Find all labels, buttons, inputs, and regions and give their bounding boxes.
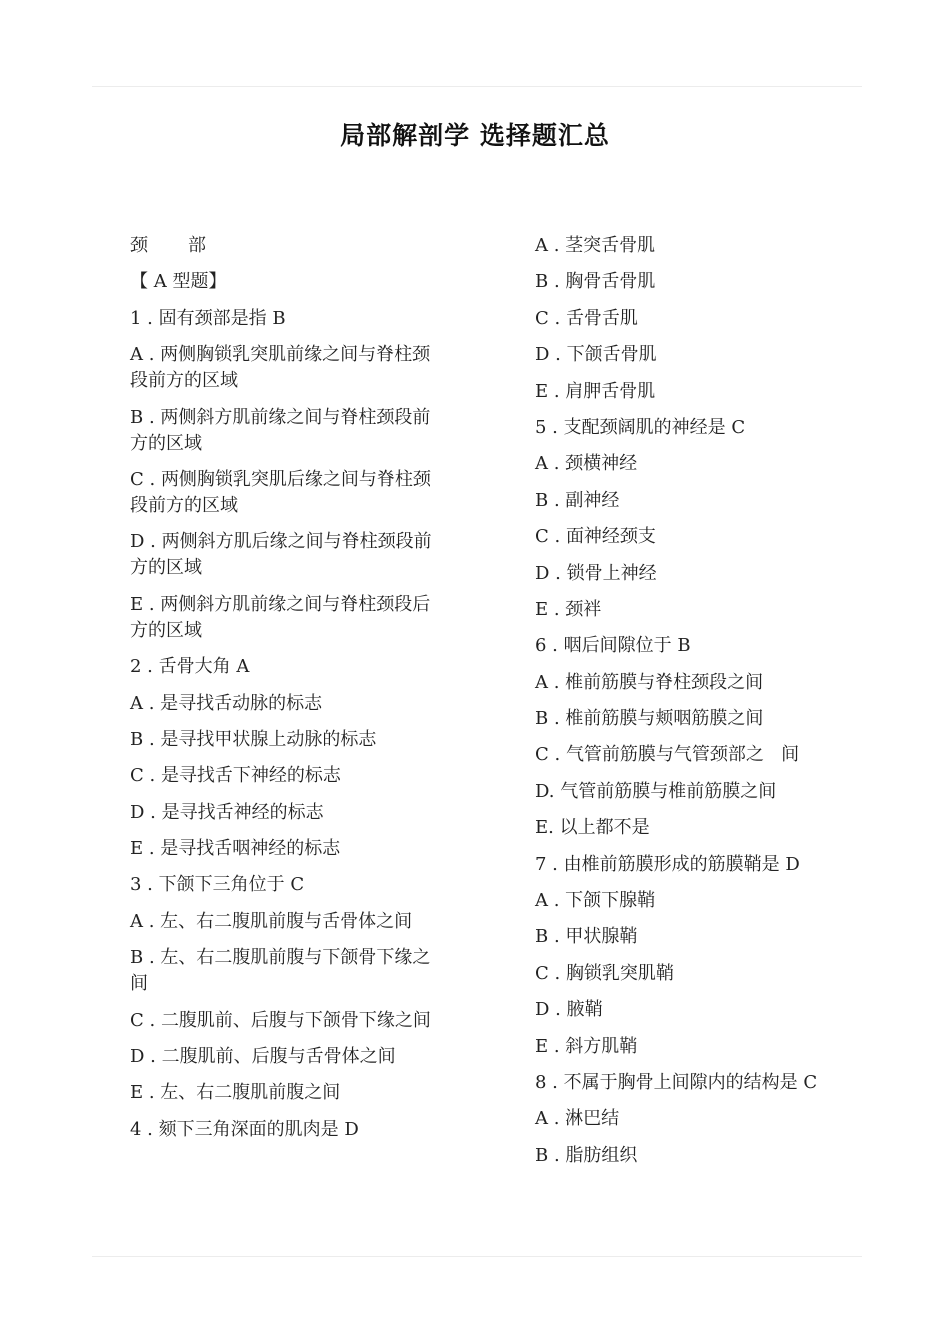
question-2-option-a: A . 是寻找舌动脉的标志 xyxy=(130,692,323,714)
section-heading xyxy=(130,233,448,259)
question-4-option-e: E . 肩胛舌骨肌 xyxy=(535,380,656,402)
question-4-option-d: D . 下颌舌骨肌 xyxy=(535,344,657,366)
question-8-option-a: A . 淋巴结 xyxy=(535,1108,620,1130)
question-3-option-b: B . 左、右二腹肌前腹与下颌骨下缘之间 xyxy=(130,947,431,995)
question-4-option-c: C . 舌骨舌肌 xyxy=(535,307,638,329)
question-4: 4 . 颏下三角深面的肌肉是 D xyxy=(130,1118,359,1140)
question-6-option-c: C . 气管前筋膜与气管颈部之 间 xyxy=(535,744,800,766)
question-7: 7 . 由椎前筋膜形成的筋膜鞘是 D xyxy=(535,853,800,875)
question-1-option-c: C . 两侧胸锁乳突肌后缘之间与脊柱颈段前方的区域 xyxy=(130,468,431,516)
question-3-option-c: C . 二腹肌前、后腹与下颌骨下缘之间 xyxy=(130,1009,431,1031)
question-3: 3 . 下颌下三角位于 C xyxy=(130,874,305,896)
question-2-option-e: E . 是寻找舌咽神经的标志 xyxy=(130,838,341,860)
question-type-heading: 【 A 型题】 xyxy=(130,271,227,293)
question-1: 1 . 固有颈部是指 B xyxy=(130,307,286,329)
question-1-option-e: E . 两侧斜方肌前缘之间与脊柱颈段后方的区域 xyxy=(130,593,431,641)
question-3-option-d: D . 二腹肌前、后腹与舌骨体之间 xyxy=(130,1046,396,1068)
question-5-option-e: E . 颈袢 xyxy=(535,598,602,620)
right-column xyxy=(535,233,860,1179)
question-6-option-b: B . 椎前筋膜与颊咽筋膜之间 xyxy=(535,708,764,730)
page-title: 局部解剖学 选择题汇总 xyxy=(340,121,610,150)
section-heading-part-2: 部 xyxy=(188,235,206,256)
question-4-option-a: A . 茎突舌骨肌 xyxy=(535,235,656,256)
question-3-option-a: A . 左、右二腹肌前腹与舌骨体之间 xyxy=(130,910,413,932)
footer-rule xyxy=(92,1256,862,1257)
question-5-option-a: A . 颈横神经 xyxy=(535,453,638,475)
question-2-option-c: C . 是寻找舌下神经的标志 xyxy=(130,765,341,787)
question-7-option-d: D . 腋鞘 xyxy=(535,999,603,1021)
question-5-option-b: B . 副神经 xyxy=(535,489,620,511)
left-column xyxy=(130,233,448,1153)
question-4-option-b: B . 胸骨舌骨肌 xyxy=(535,271,656,293)
question-7-option-c: C . 胸锁乳突肌鞘 xyxy=(535,962,674,984)
question-6-option-a: A . 椎前筋膜与脊柱颈段之间 xyxy=(535,671,764,693)
question-2-option-b: B . 是寻找甲状腺上动脉的标志 xyxy=(130,728,377,750)
question-2-option-d: D . 是寻找舌神经的标志 xyxy=(130,801,324,823)
question-5-option-c: C . 面神经颈支 xyxy=(535,526,656,548)
question-6-option-e: E. 以上都不是 xyxy=(535,817,650,839)
question-7-option-a: A . 下颌下腺鞘 xyxy=(535,890,656,912)
question-3-option-e: E . 左、右二腹肌前腹之间 xyxy=(130,1082,341,1104)
question-5-option-d: D . 锁骨上神经 xyxy=(535,562,657,584)
question-1-option-a: A . 两侧胸锁乳突肌前缘之间与脊柱颈段前方的区域 xyxy=(130,344,431,392)
question-2: 2 . 舌骨大角 A xyxy=(130,656,250,678)
question-7-option-b: B . 甲状腺鞘 xyxy=(535,926,638,948)
header-rule xyxy=(92,86,862,87)
question-6-option-d: D. 气管前筋膜与椎前筋膜之间 xyxy=(535,780,777,802)
section-heading-part-1: 颈 xyxy=(130,235,148,256)
question-5: 5 . 支配颈阔肌的神经是 C xyxy=(535,416,746,438)
question-8: 8 . 不属于胸骨上间隙内的结构是 C xyxy=(535,1071,818,1093)
question-8-option-b: B . 脂肪组织 xyxy=(535,1144,638,1166)
question-6: 6 . 咽后间隙位于 B xyxy=(535,635,691,657)
question-1-option-d: D . 两侧斜方肌后缘之间与脊柱颈段前方的区域 xyxy=(130,531,432,579)
question-1-option-b: B . 两侧斜方肌前缘之间与脊柱颈段前方的区域 xyxy=(130,406,431,454)
question-7-option-e: E . 斜方肌鞘 xyxy=(535,1035,638,1057)
